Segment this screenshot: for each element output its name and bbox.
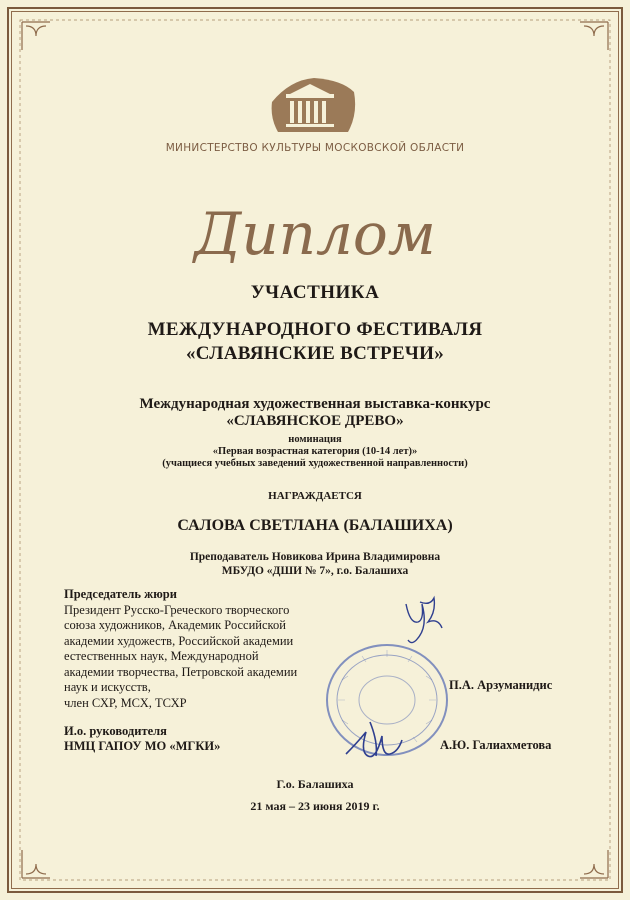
exhibition-line-1: Международная художественная выставка-конкурс [139,396,491,412]
jury-chair-block [64,587,314,711]
teacher-line-2: МБУДО «ДШИ № 7», г.о. Балашиха [221,565,409,577]
participant-heading: УЧАСТНИКА [250,282,380,303]
director-title: И.о. руководителя [64,724,167,738]
festival-heading [0,318,630,366]
diploma-title [170,200,460,270]
exhibition-title [0,396,630,430]
ministry-name: МИНИСТЕРСТВО КУЛЬТУРЫ МОСКОВСКОЙ ОБЛАСТИ [165,142,465,154]
jury-line: союза художников, Академик Российской [64,618,286,632]
nomination-category: «Первая возрастная категория (10-14 лет)» [212,446,418,457]
nomination [0,434,630,470]
jury-line: член СХР, МСХ, ТСХР [64,695,187,710]
jury-signature-icon [398,594,448,654]
svg-text:Диплом: Диплом [194,200,436,268]
teacher-info [0,550,630,578]
festival-line-1: МЕЖДУНАРОДНОГО ФЕСТИВАЛЯ [147,319,483,340]
teacher-line-1: Преподаватель Новикова Ирина Владимировна [189,551,441,563]
director-org: НМЦ ГАПОУ МО «МГКИ» [64,739,221,753]
jury-line: академии художеств, Российской академии [64,633,294,648]
ministry-logo-icon [270,74,360,134]
director-block [64,724,220,754]
director-signature-icon [340,712,420,772]
jury-title: Председатель жюри [64,587,177,601]
nomination-detail: (учащиеся учебных заведений художественной направленности) [162,458,468,469]
nomination-label: номинация [288,434,342,445]
recipient-name: САЛОВА СВЕТЛАНА (БАЛАШИХА) [177,517,453,534]
jury-line: естественных наук, Международной [64,649,259,663]
city: Г.о. Балашиха [276,777,354,791]
jury-signer-name: П.А. Арзуманидис [449,678,553,692]
awarded-label: НАГРАЖДАЕТСЯ [268,490,362,502]
jury-line: академии творчества, Петровской академии [64,664,298,679]
event-dates: 21 мая – 23 июня 2019 г. [250,799,380,813]
jury-line: наук и искусств, [64,680,151,694]
jury-line: Президент Русско-Греческого творческого [64,602,290,617]
festival-line-2: «СЛАВЯНСКИЕ ВСТРЕЧИ» [185,343,445,364]
exhibition-line-2: «СЛАВЯНСКОЕ ДРЕВО» [226,413,404,429]
director-signer-name: А.Ю. Галиахметова [440,738,552,752]
